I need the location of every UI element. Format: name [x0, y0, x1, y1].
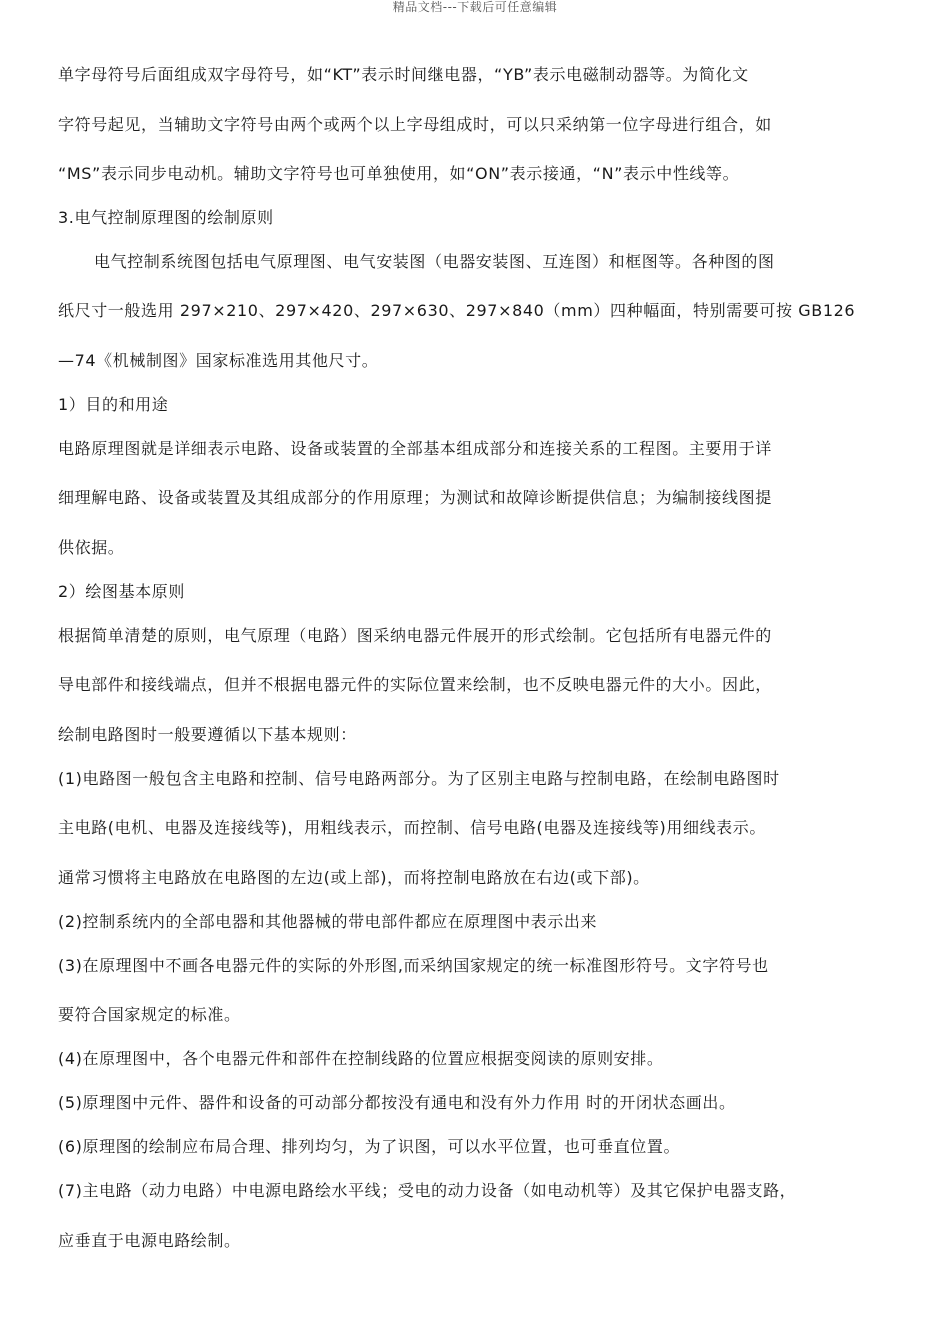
rule-item: (3)在原理图中不画各电器元件的实际的外形图,而采纳国家规定的统一标准图形符号。文字符号也: [58, 956, 769, 975]
subsection-heading: 1）目的和用途: [58, 395, 169, 414]
paragraph-line: 字符号起见，当辅助文字符号由两个或两个以上字母组成时，可以只采纳第一位字母进行组合，如: [58, 115, 772, 134]
paragraph-line: 根据简单清楚的原则，电气原理（电路）图采纳电器元件展开的形式绘制。它包括所有电器元件的: [58, 626, 772, 645]
rule-item: 应垂直于电源电路绘制。: [58, 1231, 241, 1250]
rule-item: (6)原理图的绘制应布局合理、排列均匀，为了识图，可以水平位置，也可垂直位置。: [58, 1137, 681, 1156]
section-heading: 3.电气控制原理图的绘制原则: [58, 208, 274, 227]
paragraph-line: 单字母符号后面组成双字母符号，如“KT”表示时间继电器，“YB”表示电磁制动器等。为简化文: [58, 65, 749, 84]
paragraph-line: 供依据。: [58, 538, 125, 557]
rule-item: 主电路(电机、电器及连接线等)，用粗线表示，而控制、信号电路(电器及连接线等)用细线表示。: [58, 818, 766, 837]
rule-item: 通常习惯将主电路放在电路图的左边(或上部)，而将控制电路放在右边(或下部)。: [58, 868, 650, 887]
rule-item: 要符合国家规定的标准。: [58, 1005, 241, 1024]
paragraph-line: 纸尺寸一般选用 297×210、297×420、297×630、297×840（mm）四种幅面，特别需要可按 GB126: [58, 301, 856, 320]
paragraph-line: 细理解电路、设备或装置及其组成部分的作用原理；为测试和故障诊断提供信息；为编制接线图提: [58, 488, 772, 507]
paragraph-line: —74《机械制图》国家标准选用其他尺寸。: [58, 351, 379, 370]
subsection-heading: 2）绘图基本原则: [58, 582, 185, 601]
paragraph-line: 电气控制系统图包括电气原理图、电气安装图（电器安装图、互连图）和框图等。各种图的图: [94, 252, 775, 271]
paragraph-line: “MS”表示同步电动机。辅助文字符号也可单独使用，如“ON”表示接通，“N”表示中性线等。: [58, 164, 740, 183]
rule-item: (2)控制系统内的全部电器和其他器械的带电部件都应在原理图中表示出来: [58, 912, 598, 931]
rule-item: (7)主电路（动力电路）中电源电路绘水平线；受电的动力设备（如电动机等）及其它保护电器支路，: [58, 1181, 797, 1200]
rule-item: (5)原理图中元件、器件和设备的可动部分都按没有通电和没有外力作用 时的开闭状态画出。: [58, 1093, 736, 1112]
page-header: 精品文档---下载后可任意编辑: [392, 0, 558, 14]
paragraph-line: 电路原理图就是详细表示电路、设备或装置的全部基本组成部分和连接关系的工程图。主要用于详: [58, 439, 772, 458]
paragraph-line: 绘制电路图时一般要遵循以下基本规则：: [58, 725, 357, 744]
paragraph-line: 导电部件和接线端点，但并不根据电器元件的实际位置来绘制，也不反映电器元件的大小。因此，: [58, 675, 772, 694]
rule-item: (1)电路图一般包含主电路和控制、信号电路两部分。为了区别主电路与控制电路，在绘制电路图时: [58, 769, 780, 788]
rule-item: (4)在原理图中，各个电器元件和部件在控制线路的位置应根据变阅读的原则安排。: [58, 1049, 664, 1068]
